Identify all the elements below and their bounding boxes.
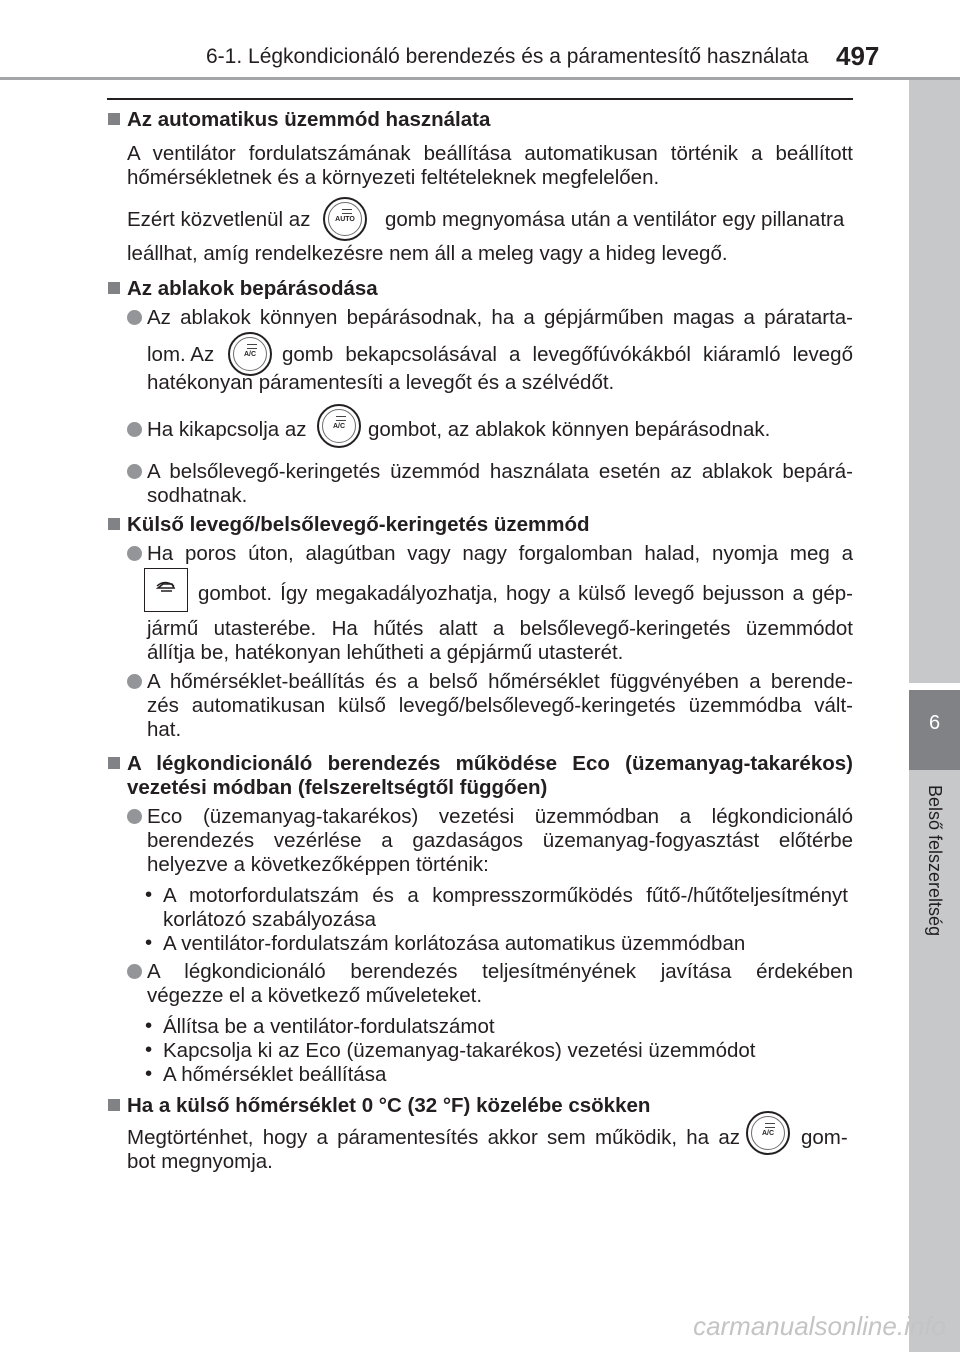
paragraph-line: állítja be, hatékonyan lehűtheti a gépjármű utasterét.: [147, 641, 624, 664]
recirculation-button-icon: [144, 568, 188, 612]
section-heading: Az automatikus üzemmód használata: [127, 108, 491, 131]
section-heading: Külső levegő/belsőlevegő-keringetés üzemmód: [127, 513, 590, 536]
bullet-dot-icon: [127, 674, 142, 689]
bullet-dot-icon: [127, 809, 142, 824]
paragraph-line: sodhatnak.: [147, 484, 248, 507]
dash-bullet-icon: •: [145, 1014, 153, 1037]
paragraph-line: gom-: [801, 1126, 848, 1149]
section-marker-icon: [108, 113, 120, 125]
paragraph-line: Megtörténhet, hogy a páramentesítés akkor sem működik, ha az: [127, 1126, 740, 1149]
paragraph-line: A hőmérséklet beállítása: [163, 1063, 387, 1086]
ac-button-icon: A/C: [228, 332, 272, 376]
header-rule: [0, 77, 960, 80]
paragraph-line: A ventilátor fordulatszámának beállítása automatikusan történik a beállított: [127, 142, 853, 165]
watermark: carmanualsonline.info: [693, 1311, 946, 1341]
paragraph-line: hőmérsékletnek és a környezeti feltételeknek megfelelően.: [127, 166, 660, 189]
chapter-number: 6: [928, 712, 941, 734]
paragraph-line: A ventilátor-fordulatszám korlátozása automatikus üzemmódban: [163, 932, 746, 955]
paragraph-line: Kapcsolja ki az Eco (üzemanyag-takarékos) vezetési üzemmódot: [163, 1039, 756, 1062]
paragraph-line: gombot, az ablakok könnyen bepárásodnak.: [368, 418, 771, 441]
paragraph-line: Ha kikapcsolja az: [147, 418, 307, 441]
paragraph-line: jármű utasterébe. Ha hűtés alatt a belsőlevegő-keringetés üzemmódot: [147, 617, 853, 640]
paragraph-line: Állítsa be a ventilátor-fordulatszámot: [163, 1015, 495, 1038]
section-marker-icon: [108, 757, 120, 769]
ac-button-icon: A/C: [317, 404, 361, 448]
section-heading: Ha a külső hőmérséklet 0 °C (32 °F) közelébe csökken: [127, 1094, 651, 1117]
section-marker-icon: [108, 1099, 120, 1111]
section-heading: Az ablakok bepárásodása: [127, 277, 378, 300]
paragraph-line: lom. Az: [147, 343, 215, 366]
paragraph-line: hatékonyan páramentesíti a levegőt és a szélvédőt.: [147, 371, 615, 394]
header-title: 6-1. Légkondicionáló berendezés és a páramentesítő használata: [206, 45, 809, 68]
bullet-dot-icon: [127, 422, 142, 437]
paragraph-line: Az ablakok könnyen bepárásodnak, ha a gépjárműben magas a páratarta-: [147, 306, 853, 329]
chapter-title: Belső felszereltség: [925, 785, 945, 937]
dash-bullet-icon: •: [145, 1062, 153, 1085]
dash-bullet-icon: •: [145, 883, 153, 906]
auto-button-icon: AUTO: [323, 197, 367, 241]
paragraph-line: végezze el a következő műveleteket.: [147, 984, 483, 1007]
section-marker-icon: [108, 282, 120, 294]
bullet-dot-icon: [127, 964, 142, 979]
side-tab-upper: [909, 80, 960, 683]
paragraph-line: Ezért közvetlenül az: [127, 208, 311, 231]
paragraph-line: zés automatikusan külső levegő/belsőlevegő-keringetés üzemmódba vált-: [147, 694, 853, 717]
paragraph-line: A belsőlevegő-keringetés üzemmód használata esetén az ablakok bepárá-: [147, 460, 853, 483]
ac-button-icon: A/C: [746, 1111, 790, 1155]
paragraph-line: leállhat, amíg rendelkezésre nem áll a meleg vagy a hideg levegő.: [127, 242, 728, 265]
section-marker-icon: [108, 518, 120, 530]
page-number: 497: [836, 41, 880, 71]
paragraph-line: gomb bekapcsolásával a levegőfúvókákból kiáramló levegő: [282, 343, 853, 366]
paragraph-line: berendezés vezérlése a gazdaságos üzemanyag-fogyasztást előtérbe: [147, 829, 853, 852]
paragraph-line: Eco (üzemanyag-takarékos) vezetési üzemmódban a légkondicionáló: [147, 805, 853, 828]
paragraph-line: A légkondicionáló berendezés teljesítményének javítása érdekében: [147, 960, 853, 983]
paragraph-line: hat.: [147, 718, 182, 741]
paragraph-line: A hőmérséklet-beállítás és a belső hőmérséklet függvényében a berende-: [147, 670, 853, 693]
paragraph-line: gomb megnyomása után a ventilátor egy pillanatra: [385, 208, 845, 231]
bullet-dot-icon: [127, 310, 142, 325]
dash-bullet-icon: •: [145, 931, 153, 954]
paragraph-line: A motorfordulatszám és a kompresszorműködés fűtő-/hűtőteljesítményt: [163, 884, 848, 907]
dash-bullet-icon: •: [145, 1038, 153, 1061]
paragraph-line: bot megnyomja.: [127, 1150, 273, 1173]
paragraph-line: korlátozó szabályozása: [163, 908, 377, 931]
bullet-dot-icon: [127, 546, 142, 561]
paragraph-line: helyezve a következőképpen történik:: [147, 853, 489, 876]
section-heading: A légkondicionáló berendezés működése Eco (üzemanyag-takarékos): [127, 752, 853, 775]
bullet-dot-icon: [127, 464, 142, 479]
section-heading: vezetési módban (felszereltségtől függően): [127, 776, 548, 799]
content-rule: [107, 98, 853, 100]
paragraph-line: Ha poros úton, alagútban vagy nagy forgalomban halad, nyomja meg a: [147, 542, 853, 565]
paragraph-line: gombot. Így megakadályozhatja, hogy a külső levegő bejusson a gép-: [198, 582, 853, 605]
